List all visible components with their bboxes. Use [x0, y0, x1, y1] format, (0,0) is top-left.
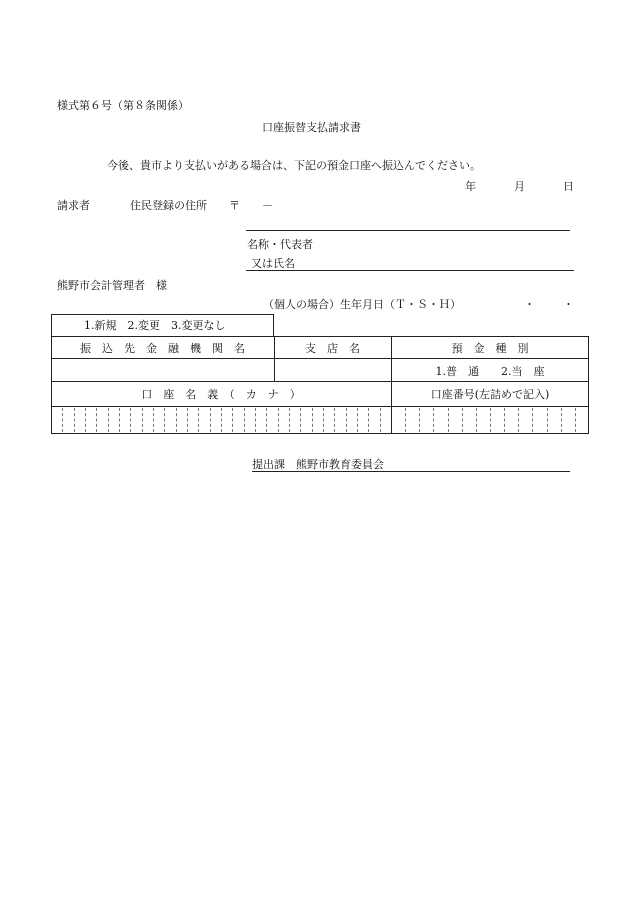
- digit-cell-separator: [561, 408, 562, 432]
- table-row-divider-3: [51, 406, 589, 407]
- digit-cell-separator: [433, 408, 434, 432]
- kana-cell-separator: [74, 408, 75, 432]
- form-number: 様式第６号（第８条関係）: [57, 99, 189, 112]
- address-line: [246, 230, 570, 231]
- deposit-type-options: 1.普 通 2.当 座: [435, 365, 545, 378]
- kana-cell-separator: [142, 408, 143, 432]
- addressee: 熊野市会計管理者 様: [57, 279, 167, 292]
- kana-cell-separator: [380, 408, 381, 432]
- digit-cell-separator: [476, 408, 477, 432]
- kana-cell-separator: [62, 408, 63, 432]
- table-row-divider-2: [51, 381, 589, 382]
- date-day-label: 日: [563, 180, 574, 193]
- table-row-divider-1: [51, 358, 589, 359]
- kana-cell-separator: [130, 408, 131, 432]
- kana-cell-separator: [278, 408, 279, 432]
- deposit-type-header: 預 金 種 別: [451, 342, 529, 355]
- name-label-fullname: 又は氏名: [251, 257, 295, 270]
- kana-cell-separator: [312, 408, 313, 432]
- kana-cell-separator: [255, 408, 256, 432]
- kana-cell-separator: [357, 408, 358, 432]
- postal-mark: 〒: [229, 199, 240, 212]
- kana-cell-separator: [346, 408, 347, 432]
- digit-cell-separator: [504, 408, 505, 432]
- kana-cell-separator: [119, 408, 120, 432]
- kana-cell-separator: [266, 408, 267, 432]
- kana-cell-separator: [96, 408, 97, 432]
- branch-name-header: 支 店 名: [305, 342, 360, 355]
- kana-cell-separator: [244, 408, 245, 432]
- digit-cell-separator: [575, 408, 576, 432]
- kana-cell-separator: [153, 408, 154, 432]
- birth-date-dot-1: ・: [524, 298, 535, 311]
- kana-cell-separator: [198, 408, 199, 432]
- digit-cell-separator: [419, 408, 420, 432]
- date-year-label: 年: [465, 180, 476, 193]
- address-label: 住民登録の住所: [130, 199, 207, 212]
- digit-cell-separator: [448, 408, 449, 432]
- postal-dash: －: [262, 199, 273, 212]
- change-options: 1.新規 2.変更 3.変更なし: [84, 319, 226, 332]
- account-name-header: 口 座 名 義 （ カ ナ ）: [141, 388, 301, 401]
- kana-cell-separator: [289, 408, 290, 432]
- digit-cell-separator: [490, 408, 491, 432]
- kana-cell-separator: [164, 408, 165, 432]
- requester-label: 請求者: [57, 199, 90, 212]
- kana-cell-separator: [323, 408, 324, 432]
- kana-cell-separator: [221, 408, 222, 432]
- name-label-representative: 名称・代表者: [247, 238, 313, 251]
- intro-text: 今後、貴市より支払いがある場合は、下記の預金口座へ振込んでください。: [107, 159, 481, 172]
- account-number-header: 口座番号(左詰めで記入): [430, 388, 550, 401]
- kana-cell-separator: [334, 408, 335, 432]
- kana-cell-separator: [232, 408, 233, 432]
- digit-cell-separator: [462, 408, 463, 432]
- kana-cell-separator: [210, 408, 211, 432]
- submission-line: [252, 471, 570, 472]
- kana-cell-separator: [187, 408, 188, 432]
- bank-name-header: 振 込 先 金 融 機 関 名: [80, 342, 245, 355]
- kana-cell-separator: [368, 408, 369, 432]
- birth-date-label: （個人の場合）生年月日（Ｔ・Ｓ・Ｈ）: [263, 298, 461, 311]
- name-line: [246, 270, 574, 271]
- submission-office: 提出課 熊野市教育委員会: [252, 458, 384, 471]
- kana-cell-separator: [300, 408, 301, 432]
- kana-cell-separator: [108, 408, 109, 432]
- form-title: 口座振替支払請求書: [262, 121, 361, 134]
- digit-cell-separator: [547, 408, 548, 432]
- digit-cell-separator: [532, 408, 533, 432]
- kana-cell-separator: [176, 408, 177, 432]
- date-month-label: 月: [514, 180, 525, 193]
- digit-cell-separator: [405, 408, 406, 432]
- kana-cell-separator: [85, 408, 86, 432]
- birth-date-dot-2: ・: [563, 298, 574, 311]
- digit-cell-separator: [518, 408, 519, 432]
